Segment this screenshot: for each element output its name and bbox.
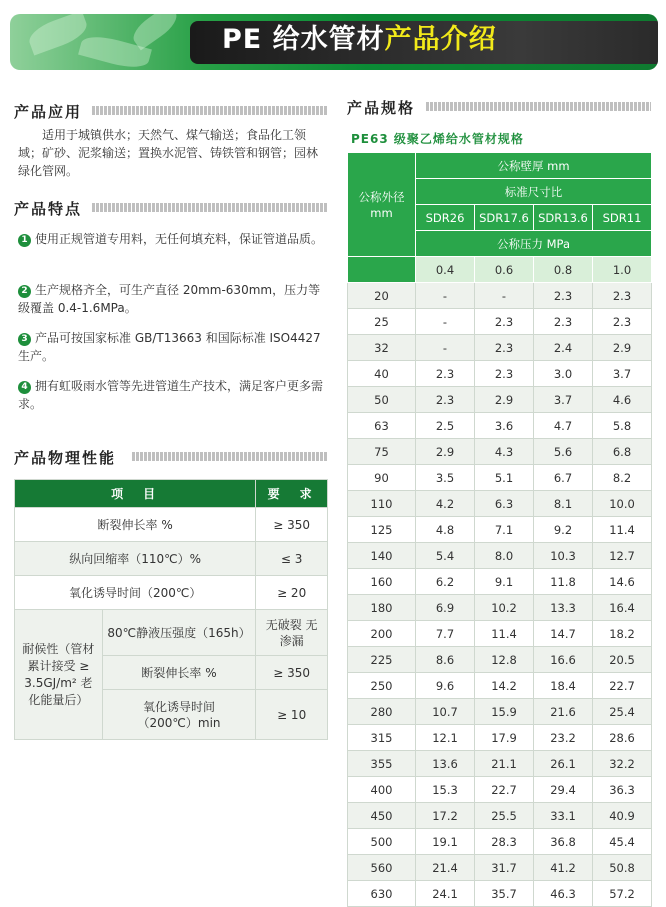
table-row: [15, 610, 328, 656]
table-row: [348, 569, 652, 595]
thickness-cell: 11.4: [475, 621, 534, 647]
spec-heading: 产品规格: [347, 99, 416, 117]
table-row: [15, 542, 328, 576]
table-row: [15, 508, 328, 542]
thickness-cell: 35.7: [475, 881, 534, 907]
requirement-cell: ≤ 3: [256, 542, 328, 576]
thickness-cell: 4.8: [416, 517, 475, 543]
table-row: [348, 491, 652, 517]
thickness-cell: 13.6: [416, 751, 475, 777]
thickness-cell: 19.1: [416, 829, 475, 855]
thickness-cell: 11.4: [593, 517, 652, 543]
table-row: [348, 855, 652, 881]
thickness-cell: 15.3: [416, 777, 475, 803]
application-text: 适用于城镇供水；天然气、煤气输送；食品化工领域；矿砂、泥浆输送；置换水泥管、铸铁管和钢管；园林绿化管网。: [18, 128, 319, 178]
thickness-cell: 6.2: [416, 569, 475, 595]
thickness-cell: -: [416, 283, 475, 309]
od-cell: 110: [348, 491, 416, 517]
thickness-cell: 41.2: [534, 855, 593, 881]
thickness-cell: 9.6: [416, 673, 475, 699]
thickness-cell: 10.0: [593, 491, 652, 517]
table-row: [348, 387, 652, 413]
table-row: [348, 517, 652, 543]
thickness-cell: 2.9: [416, 439, 475, 465]
thickness-cell: 29.4: [534, 777, 593, 803]
thickness-cell: 21.1: [475, 751, 534, 777]
thickness-cell: 25.5: [475, 803, 534, 829]
heading-rule: [132, 452, 328, 461]
thickness-cell: 4.3: [475, 439, 534, 465]
table-header-row: [348, 153, 652, 179]
table-row: [348, 283, 652, 309]
table-row: [15, 576, 328, 610]
od-cell: 500: [348, 829, 416, 855]
feature-item: [18, 329, 328, 365]
od-cell: 125: [348, 517, 416, 543]
od-cell: 355: [348, 751, 416, 777]
thickness-cell: 28.3: [475, 829, 534, 855]
feature-text: 产品可按国家标准 GB/T13663 和国际标准 ISO4427 生产。: [18, 331, 321, 363]
thickness-cell: 12.1: [416, 725, 475, 751]
table-header-row: [15, 480, 328, 508]
pressure-cell: 0.8: [534, 257, 593, 283]
od-cell: 140: [348, 543, 416, 569]
heading-rule: [92, 106, 328, 115]
thickness-cell: 6.8: [593, 439, 652, 465]
feature-text: 使用正规管道专用料，无任何填充料，保证管道品质。: [35, 232, 324, 246]
thickness-cell: 46.3: [534, 881, 593, 907]
thickness-cell: 8.0: [475, 543, 534, 569]
table-row: [348, 543, 652, 569]
thickness-cell: 12.7: [593, 543, 652, 569]
od-cell: 315: [348, 725, 416, 751]
thickness-cell: 24.1: [416, 881, 475, 907]
thickness-cell: 20.5: [593, 647, 652, 673]
thickness-cell: 2.3: [534, 283, 593, 309]
column-header: 项 目: [15, 480, 256, 508]
thickness-cell: 18.4: [534, 673, 593, 699]
thickness-cell: 22.7: [593, 673, 652, 699]
thickness-cell: 33.1: [534, 803, 593, 829]
thickness-cell: 7.7: [416, 621, 475, 647]
table-row: [348, 361, 652, 387]
physical-properties-table: [14, 479, 328, 740]
od-cell: 25: [348, 309, 416, 335]
thickness-cell: 4.7: [534, 413, 593, 439]
thickness-cell: 2.3: [593, 309, 652, 335]
table-row: [348, 413, 652, 439]
od-cell: 630: [348, 881, 416, 907]
column-header: 要 求: [256, 480, 328, 508]
weathering-cell: 耐候性（管材累计接受 ≥ 3.5GJ/m² 老化能量后）: [15, 610, 103, 740]
feature-item: [18, 230, 328, 248]
sdr-cell: SDR17.6: [475, 205, 534, 231]
thickness-cell: 10.2: [475, 595, 534, 621]
thickness-cell: 18.2: [593, 621, 652, 647]
thickness-cell: 6.3: [475, 491, 534, 517]
thickness-cell: 14.6: [593, 569, 652, 595]
pressure-header: 公称压力 MPa: [416, 231, 652, 257]
thickness-cell: 14.7: [534, 621, 593, 647]
table-row: [348, 803, 652, 829]
thickness-cell: 23.2: [534, 725, 593, 751]
wall-header: 公称壁厚 mm: [416, 153, 652, 179]
od-header-blank: [348, 257, 416, 283]
od-cell: 560: [348, 855, 416, 881]
thickness-cell: 8.6: [416, 647, 475, 673]
od-cell: 250: [348, 673, 416, 699]
thickness-cell: 8.2: [593, 465, 652, 491]
sdr-cell: SDR26: [416, 205, 475, 231]
od-cell: 180: [348, 595, 416, 621]
table-row: [348, 673, 652, 699]
feature-text: 拥有虹吸雨水管等先进管道生产技术，满足客户更多需求。: [18, 379, 324, 411]
table-row: [348, 725, 652, 751]
table-row: [348, 699, 652, 725]
od-cell: 160: [348, 569, 416, 595]
thickness-cell: 40.9: [593, 803, 652, 829]
property-cell: 纵向回缩率（110℃）%: [15, 542, 256, 576]
requirement-cell: ≥ 350: [256, 508, 328, 542]
title-text: PE 给水管材: [222, 24, 385, 55]
thickness-cell: 2.3: [593, 283, 652, 309]
thickness-cell: 32.2: [593, 751, 652, 777]
thickness-cell: 2.3: [416, 361, 475, 387]
thickness-cell: 2.3: [475, 309, 534, 335]
thickness-cell: 10.7: [416, 699, 475, 725]
thickness-cell: 15.9: [475, 699, 534, 725]
od-cell: 225: [348, 647, 416, 673]
table-row: [348, 829, 652, 855]
table-header-row: [348, 257, 652, 283]
table-row: [348, 647, 652, 673]
thickness-cell: 16.4: [593, 595, 652, 621]
thickness-cell: 4.2: [416, 491, 475, 517]
thickness-cell: 5.8: [593, 413, 652, 439]
requirement-cell: ≥ 350: [256, 656, 328, 690]
thickness-cell: 21.6: [534, 699, 593, 725]
thickness-cell: 3.7: [534, 387, 593, 413]
thickness-cell: 14.2: [475, 673, 534, 699]
thickness-cell: 26.1: [534, 751, 593, 777]
thickness-cell: 3.6: [475, 413, 534, 439]
thickness-cell: 5.1: [475, 465, 534, 491]
thickness-cell: 22.7: [475, 777, 534, 803]
thickness-cell: 10.3: [534, 543, 593, 569]
thickness-cell: 5.6: [534, 439, 593, 465]
thickness-cell: 2.4: [534, 335, 593, 361]
table-row: [348, 335, 652, 361]
thickness-cell: 16.6: [534, 647, 593, 673]
property-cell: 断裂伸长率 %: [15, 508, 256, 542]
sdr-cell: SDR13.6: [534, 205, 593, 231]
thickness-cell: 11.8: [534, 569, 593, 595]
number-badge-icon: 2: [18, 285, 31, 298]
thickness-cell: 17.2: [416, 803, 475, 829]
thickness-cell: 36.8: [534, 829, 593, 855]
thickness-cell: 7.1: [475, 517, 534, 543]
requirement-cell: 无破裂 无渗漏: [256, 610, 328, 656]
thickness-cell: 8.1: [534, 491, 593, 517]
thickness-cell: 2.3: [416, 387, 475, 413]
table-row: [348, 777, 652, 803]
number-badge-icon: 4: [18, 381, 31, 394]
property-cell: 80℃静液压强度（165h）: [102, 610, 256, 656]
requirement-cell: ≥ 20: [256, 576, 328, 610]
thickness-cell: 25.4: [593, 699, 652, 725]
application-heading: 产品应用: [14, 103, 83, 121]
number-badge-icon: 1: [18, 234, 31, 247]
thickness-cell: 4.6: [593, 387, 652, 413]
requirement-cell: ≥ 10: [256, 690, 328, 740]
thickness-cell: 6.7: [534, 465, 593, 491]
table-row: [348, 595, 652, 621]
thickness-cell: 13.3: [534, 595, 593, 621]
thickness-cell: 3.0: [534, 361, 593, 387]
property-cell: 氧化诱导时间（200℃）min: [102, 690, 256, 740]
pressure-cell: 0.4: [416, 257, 475, 283]
thickness-cell: 45.4: [593, 829, 652, 855]
thickness-cell: 2.5: [416, 413, 475, 439]
number-badge-icon: 3: [18, 333, 31, 346]
feature-text: 生产规格齐全，可生产直径 20mm-630mm，压力等级覆盖 0.4-1.6MPa。: [18, 283, 321, 315]
pressure-cell: 0.6: [475, 257, 534, 283]
leaf-decoration: [128, 14, 182, 50]
thickness-cell: 21.4: [416, 855, 475, 881]
thickness-cell: 2.9: [475, 387, 534, 413]
thickness-cell: 5.4: [416, 543, 475, 569]
thickness-cell: 36.3: [593, 777, 652, 803]
thickness-cell: 28.6: [593, 725, 652, 751]
title-highlight: 产品介绍: [384, 24, 497, 55]
thickness-cell: 57.2: [593, 881, 652, 907]
sdr-cell: SDR11: [593, 205, 652, 231]
property-cell: 氧化诱导时间（200℃）: [15, 576, 256, 610]
table-row: [348, 751, 652, 777]
spec-subtitle: PE63 级聚乙烯给水管材规格: [351, 132, 524, 146]
thickness-cell: -: [416, 309, 475, 335]
od-header: 公称外径 mm: [348, 153, 416, 257]
od-cell: 90: [348, 465, 416, 491]
spec-table: [347, 152, 652, 907]
features-heading: 产品特点: [14, 200, 83, 218]
thickness-cell: 2.3: [475, 361, 534, 387]
od-cell: 200: [348, 621, 416, 647]
thickness-cell: 9.2: [534, 517, 593, 543]
property-cell: 断裂伸长率 %: [102, 656, 256, 690]
thickness-cell: 2.9: [593, 335, 652, 361]
thickness-cell: 17.9: [475, 725, 534, 751]
thickness-cell: 12.8: [475, 647, 534, 673]
heading-rule: [92, 203, 328, 212]
thickness-cell: 50.8: [593, 855, 652, 881]
thickness-cell: 31.7: [475, 855, 534, 881]
table-row: [348, 309, 652, 335]
page-title: [222, 17, 497, 56]
thickness-cell: 6.9: [416, 595, 475, 621]
thickness-cell: 3.5: [416, 465, 475, 491]
thickness-cell: 3.7: [593, 361, 652, 387]
thickness-cell: 2.3: [475, 335, 534, 361]
table-row: [348, 465, 652, 491]
table-row: [348, 881, 652, 907]
pressure-cell: 1.0: [593, 257, 652, 283]
table-row: [348, 621, 652, 647]
od-cell: 280: [348, 699, 416, 725]
thickness-cell: -: [416, 335, 475, 361]
od-cell: 450: [348, 803, 416, 829]
od-cell: 400: [348, 777, 416, 803]
od-cell: 50: [348, 387, 416, 413]
thickness-cell: -: [475, 283, 534, 309]
od-cell: 32: [348, 335, 416, 361]
thickness-cell: 9.1: [475, 569, 534, 595]
od-cell: 63: [348, 413, 416, 439]
od-cell: 20: [348, 283, 416, 309]
feature-item: [18, 377, 328, 413]
heading-rule: [426, 102, 651, 111]
physical-heading: 产品物理性能: [14, 449, 117, 467]
table-row: [348, 439, 652, 465]
thickness-cell: 2.3: [534, 309, 593, 335]
sdr-header: 标准尺寸比: [416, 179, 652, 205]
od-cell: 75: [348, 439, 416, 465]
feature-item: [18, 281, 328, 317]
od-cell: 40: [348, 361, 416, 387]
